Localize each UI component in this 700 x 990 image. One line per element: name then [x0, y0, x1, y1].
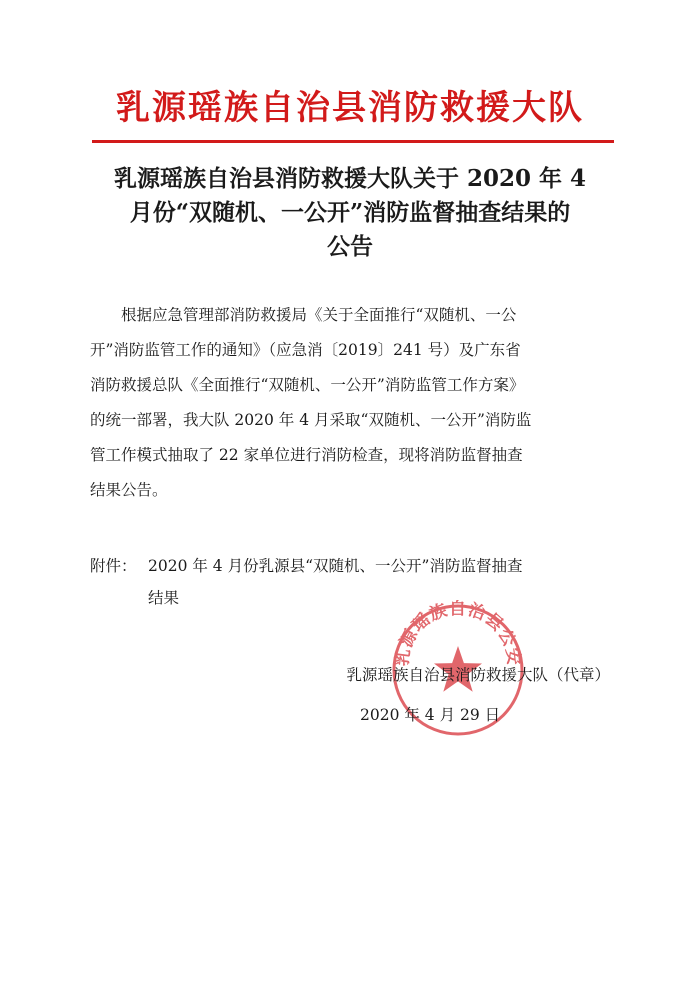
- document-title: [90, 162, 610, 264]
- issue-date: 2020 年 4 月 29 日: [360, 706, 501, 724]
- body-line: 的统一部署，我大队 2020 年 4 月采取“双随机、一公开”消防监: [90, 411, 532, 429]
- seal-text: 乳源瑶族自治县公安: [392, 600, 524, 668]
- body-line: 结果公告。: [90, 481, 168, 499]
- attachment-line: 2020 年 4 月份乳源县“双随机、一公开”消防监督抽查: [148, 557, 523, 575]
- body-line: 根据应急管理部消防救援局《关于全面推行“双随机、一公: [121, 306, 517, 324]
- body-line: 管工作模式抽取了 22 家单位进行消防检查，现将消防监督抽查: [90, 446, 523, 464]
- title-line: 公告: [327, 233, 373, 260]
- body-line: 消防救援总队《全面推行“双随机、一公开”消防监管工作方案》: [90, 376, 525, 394]
- body-line: 开”消防监管工作的通知》（应急消〔2019〕241 号）及广东省: [90, 341, 521, 359]
- letterhead-title: 乳源瑶族自治县消防救援大队: [116, 88, 584, 128]
- attachment-label: 附件：: [90, 557, 137, 575]
- attachment-line: 结果: [148, 589, 180, 607]
- attachment-content: [148, 550, 618, 614]
- letterhead-rule: [92, 140, 614, 143]
- issuer-signature: 乳源瑶族自治县消防救援大队（代章）: [346, 666, 610, 684]
- title-line: 月份“双随机、一公开”消防监督抽查结果的: [129, 199, 571, 226]
- title-line: 乳源瑶族自治县消防救援大队关于 2020 年 4: [113, 165, 587, 192]
- body-paragraph: [90, 298, 612, 508]
